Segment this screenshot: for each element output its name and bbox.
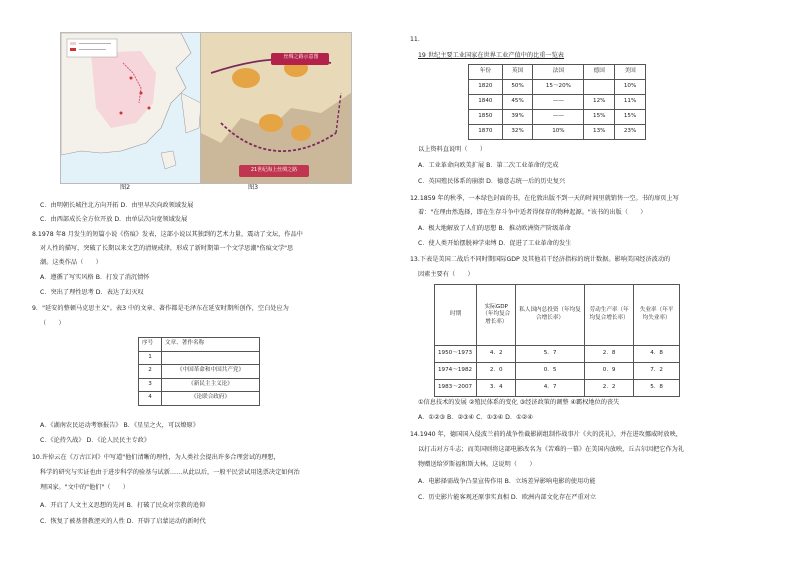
table-11-cell: 11% (615, 95, 646, 110)
q8-stem-line-2: 对人性的描写，突破了长期以来文艺的清规戒律，形成了新时期第一个文学思潮"伤痕文学"思 (40, 245, 294, 252)
table-11-cell (584, 80, 615, 95)
q8-stem-line-3: 潮。这类作品（ ） (40, 259, 102, 266)
table-13-cell: 2．8 (585, 346, 634, 363)
table-3-cell: 《中国革命和中国共产党》 (162, 365, 260, 379)
map-3-subtitle: 21世纪海上丝绸之路 (250, 167, 298, 173)
q14-option-a: A．电影择需战争凸显宣传作用 B．立场差异影响电影的使用功能 (418, 478, 596, 485)
q10-option-c: C．恢复了被基督教湮灭的人性 D．开辟了启蒙运动的新时代 (40, 518, 206, 525)
table-11-cell: 45% (502, 95, 533, 110)
q8-option-a: A．遵循了写实风格 B．打发了消沉情怀 (40, 274, 150, 281)
table-11-cell: 1840 (469, 95, 503, 110)
table-13-cell: 4．2 (477, 346, 516, 363)
table-3-cell: 4 (139, 392, 162, 406)
table-13-cell: 2．0 (477, 363, 516, 380)
q14-option-c: C．历史影片能客观还原事实真相 D．欧洲内部文化存在严重对立 (418, 494, 597, 501)
table-13-header: 实际GDP（年均复合增长率） (477, 285, 516, 346)
table-13-cell: 7．2 (634, 363, 680, 380)
q13-stem-line-1: 13.下表是美国二战后不同时期国际GDP 及其他若干经济指标的统计数据。影响美国经济波动的 (410, 256, 671, 263)
q9-stem-line-2: （ ） (40, 320, 65, 327)
table-11-cell: 1820 (469, 80, 503, 95)
table-11-cell: 39% (502, 110, 533, 125)
q11-table-title: 19 世纪主要工业国家在世界工业产值中的比重一览表 (418, 52, 564, 59)
q12-option-c: C．使人类开始摆脱神学束缚 D．促进了工业革命的发生 (418, 240, 572, 247)
table-13-header: 失业率（年平均失业率） (634, 285, 680, 346)
table-11-cell: 32% (502, 125, 533, 140)
q14-stem-line-1: 14.1940 年，德国国入侵波兰前的战争性截影剧组制作战事片《火的洗礼》，并在进攻挪威时放映， (410, 431, 682, 438)
table-3 (138, 337, 260, 406)
table-13-cell: 2．2 (585, 380, 634, 397)
table-13-header: 私人国内总投资（年均复合增长率） (516, 285, 585, 346)
map-2-graphic (61, 33, 213, 183)
table-11-cell: —— (533, 110, 584, 125)
table-11-cell: 13% (584, 125, 615, 140)
table-13-cell: 1983～2007 (435, 380, 477, 397)
table-3-cell: 《论联合政府》 (162, 392, 260, 406)
q11-option-c: C．英国殖民体系的崩溃 D．德意志统一后的历史复兴 (418, 178, 566, 185)
table-13-cell: 0．5 (516, 363, 585, 380)
q10-stem-line-3: 理国家。"文中的"他们"（ ） (40, 484, 129, 491)
map-3-title: 丝绸之路示意图 (283, 54, 319, 60)
q12-stem-line-1: 12.1859 年的秋季，一本绿色封面的书，在伦敦出版不到一天的时间里就销售一空。书的扉页上写 (410, 195, 679, 202)
q9-option-c: C．《论持久战》 D．《论人民民主专政》 (40, 437, 151, 444)
table-11-cell: —— (533, 95, 584, 110)
q11-option-a: A．工业革命向欧美扩展 B．第二次工业革命的完成 (418, 162, 559, 169)
q7-option-c: C．由西部成长全方位开放 D．由单层次向宽领域发展 (40, 216, 188, 223)
table-13 (434, 284, 680, 397)
table-3-cell: 3 (139, 378, 162, 392)
table-11-cell: 50% (502, 80, 533, 95)
q11-stem: 以上资料直说明（ ） (418, 146, 487, 153)
q14-stem-line-3: 物赠送给罗斯福和斯大林。这说明（ ） (418, 461, 536, 468)
q12-stem-line-2: 着："在理由然选择，即在生存斗争中适者得保存的物种起源。"该书的出版（ ） (418, 209, 647, 216)
table-3-cell: 《新民主主义论》 (162, 378, 260, 392)
table-13-cell: 1950～1973 (435, 346, 477, 363)
table-11-header: 德国 (584, 65, 615, 80)
q10-stem-line-2: 科学的研究与实证也由于进步科学的验基与试新……从此以后，一般平民尝试用选票决定如何治 (40, 469, 300, 476)
q9-option-a: A．《湖南农民运动考察报告》 B．《星星之火，可以燎原》 (40, 422, 199, 429)
table-13-cell: 5．8 (634, 380, 680, 397)
table-3-cell (162, 351, 260, 365)
table-13-cell: 4．7 (516, 380, 585, 397)
table-11-cell: 15% (584, 110, 615, 125)
table-11-header: 法国 (533, 65, 584, 80)
map-2-image (60, 32, 214, 184)
table-13-cell: 0．9 (585, 363, 634, 380)
q8-stem-line-1: 8.1978 年8 月发生的短篇小说《伤痕》发表，这部小说以其独到的艺术力量，震动了文坛，作品中 (32, 231, 303, 238)
table-11-cell: 15% (615, 110, 646, 125)
table-11-cell: 1850 (469, 110, 503, 125)
table-11-cell: 12% (584, 95, 615, 110)
table-11-header: 美国 (615, 65, 646, 80)
q8-option-c: C．突出了理性思考 D．表达了幻灭叹 (40, 289, 144, 296)
q13-options: A．①②③ B．②③④ C．①③④ D．①②④ (418, 414, 533, 421)
table-11-cell: 10% (533, 125, 584, 140)
q7-option-a: C．由明朝长城往北方向开拓 D．由里早次向政领域发展 (40, 202, 194, 209)
table-3-cell: 2 (139, 365, 162, 379)
table-13-cell: 3．4 (477, 380, 516, 397)
table-3-header-title: 文章、著作名称 (162, 338, 260, 352)
table-3-header-index: 序号 (139, 338, 162, 352)
q13-choices-list: ①信息技术的发展 ②殖民体系的变化 ③经济政策的调整 ④霸权地位的丧失 (418, 399, 620, 406)
table-13-cell: 1974～1982 (435, 363, 477, 380)
table-13-header: 时期 (435, 285, 477, 346)
table-13-header: 劳动生产率（年均复合增长率） (585, 285, 634, 346)
q10-option-a: A．开启了人文主义思想的先河 B．打破了民众对宗教的追仰 (40, 502, 206, 509)
q11-number: 11. (410, 36, 420, 43)
map-3-image (200, 32, 352, 184)
table-11-header: 英国 (502, 65, 533, 80)
table-3-cell: 1 (139, 351, 162, 365)
table-13-cell: 4．8 (634, 346, 680, 363)
table-11-cell: 15～20% (533, 80, 584, 95)
table-11-cell: 1870 (469, 125, 503, 140)
table-11-header: 年份 (469, 65, 503, 80)
table-13-cell: 5．7 (516, 346, 585, 363)
q12-option-a: A．极大地解放了人们的思想 B．推动欧洲资产阶级革命 (418, 225, 571, 232)
q10-stem-line-1: 10.许倬云在《万古江河》中写道"他们清晰的理性，为人类社会提出许多合理尝试的理想， (32, 454, 280, 461)
q9-stem-line-1: 9．"延安的整顿马克思主义"。表3 中的文章、著作都是毛泽东在延安时期所创作，空白处应为 (32, 305, 289, 312)
table-11-cell: 10% (615, 80, 646, 95)
map-2-caption: 图2 (120, 184, 131, 191)
table-11 (468, 64, 646, 140)
q14-stem-line-2: 以打击对方斗志；而美国则将这部电影改名为《苦难的一幕》在美国内放映，丘吉尔因把它作为礼 (418, 446, 685, 453)
table-11-cell: 23% (615, 125, 646, 140)
q13-stem-line-2: 因素主要有（ ） (418, 271, 474, 278)
map-3-caption: 图3 (248, 184, 259, 191)
